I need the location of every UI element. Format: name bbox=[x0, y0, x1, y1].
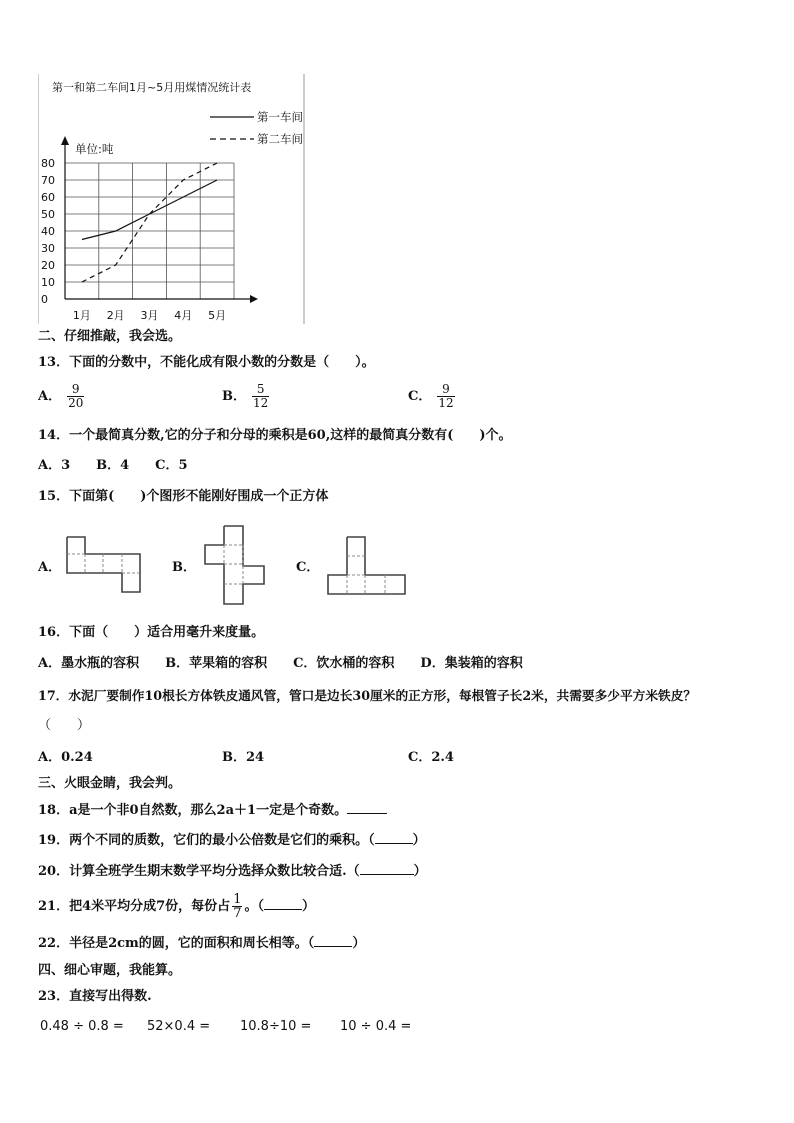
section-heading-choose: 二、仔细推敲，我会选。 bbox=[38, 329, 182, 344]
expression-4: 10 ÷ 0.4 = bbox=[340, 1019, 412, 1034]
answer-blank[interactable] bbox=[264, 909, 302, 910]
q21-text: 21．把4米平均分成7份，每份占 bbox=[38, 899, 231, 914]
q17-answer-paren: （ ） bbox=[38, 718, 91, 733]
q13-option-a bbox=[38, 383, 84, 410]
question-18 bbox=[38, 802, 387, 820]
q15-option-b-label: B． bbox=[172, 560, 196, 575]
close-paren: ） bbox=[413, 864, 427, 879]
y-tick-label: 80 bbox=[41, 157, 55, 170]
numerator: 1 bbox=[233, 892, 242, 907]
close-paren: ） bbox=[352, 936, 366, 951]
denominator: 7 bbox=[233, 906, 242, 921]
numerator: 9 bbox=[442, 382, 450, 396]
legend-label: 第一车间 bbox=[257, 110, 303, 124]
x-tick-label: 5月 bbox=[208, 309, 227, 322]
question-15: 15．下面第( )个图形不能刚好围成一个正方体 bbox=[38, 489, 329, 504]
answer-blank[interactable] bbox=[314, 946, 352, 947]
x-tick-label: 1月 bbox=[72, 309, 91, 322]
answer-blank[interactable] bbox=[347, 813, 387, 814]
question-21 bbox=[38, 890, 315, 924]
q17-option-b: B．24 bbox=[222, 750, 265, 765]
question-14: 14．一个最简真分数,它的分子和分母的乘积是60,这样的最简真分数有( )个。 bbox=[38, 428, 512, 443]
denominator: 12 bbox=[438, 396, 454, 410]
q20-text: 20．计算全班学生期末数学平均分选择众数比较合适.（ bbox=[38, 864, 360, 879]
section-heading-calculate: 四、细心审题，我能算。 bbox=[38, 963, 182, 978]
q15-option-a-label: A． bbox=[38, 560, 62, 575]
section-heading-judge: 三、火眼金睛，我会判。 bbox=[38, 776, 182, 791]
answer-blank[interactable] bbox=[360, 874, 414, 875]
chart-title: 第一和第二车间1月~5月用煤情况统计表 bbox=[52, 81, 252, 94]
coal-usage-chart bbox=[38, 74, 313, 328]
denominator: 12 bbox=[253, 396, 269, 410]
unit-label: 单位:吨 bbox=[75, 142, 114, 156]
y-tick-label: 40 bbox=[41, 225, 55, 238]
question-22 bbox=[38, 935, 365, 953]
expression-1: 0.48 ÷ 0.8 = bbox=[40, 1019, 124, 1034]
q17-option-c: C．2.4 bbox=[408, 750, 454, 765]
q13-option-c bbox=[408, 383, 455, 410]
q21-text-post: 。（ bbox=[244, 899, 264, 914]
close-paren: ） bbox=[412, 833, 426, 848]
cube-nets-figure bbox=[60, 520, 420, 610]
fraction bbox=[67, 383, 84, 410]
answer-blank[interactable] bbox=[375, 843, 413, 844]
option-label: C． bbox=[408, 389, 432, 404]
numerator: 9 bbox=[71, 382, 80, 396]
q16-options: A．墨水瓶的容积 B．苹果箱的容积 C．饮水桶的容积 D．集装箱的容积 bbox=[38, 656, 523, 671]
close-paren: ） bbox=[301, 899, 315, 914]
fraction bbox=[437, 383, 454, 410]
q18-text: 18．a是一个非0自然数，那么2a＋1一定是个奇数。 bbox=[38, 803, 348, 818]
x-tick-label: 3月 bbox=[140, 309, 159, 322]
q19-text: 19．两个不同的质数，它们的最小公倍数是它们的乘积。（ bbox=[38, 833, 375, 848]
series-line-1 bbox=[82, 180, 217, 240]
x-tick-label: 2月 bbox=[106, 309, 125, 322]
q14-options: A．3 B．4 C．5 bbox=[38, 458, 188, 473]
option-label: A． bbox=[38, 389, 62, 404]
numerator: 5 bbox=[256, 382, 265, 396]
question-20 bbox=[38, 863, 427, 881]
q17-option-a: A．0.24 bbox=[38, 750, 93, 765]
series-line-2 bbox=[82, 163, 217, 282]
y-tick-label: 20 bbox=[41, 259, 55, 272]
question-13: 13．下面的分数中，不能化成有限小数的分数是（ ）。 bbox=[38, 355, 375, 370]
line-chart bbox=[38, 74, 313, 324]
y-tick-label: 10 bbox=[41, 276, 55, 289]
option-label: B． bbox=[222, 389, 246, 404]
denominator: 20 bbox=[68, 396, 84, 410]
question-19 bbox=[38, 832, 426, 850]
question-16: 16．下面（ ）适合用毫升来度量。 bbox=[38, 625, 265, 640]
x-tick-label: 4月 bbox=[174, 309, 193, 322]
expression-2: 52×0.4 = bbox=[147, 1019, 211, 1034]
y-tick-label: 50 bbox=[41, 208, 55, 221]
fraction bbox=[232, 893, 242, 920]
fraction bbox=[252, 383, 269, 410]
q13-option-b bbox=[222, 383, 269, 410]
question-17: 17．水泥厂要制作10根长方体铁皮通风管，管口是边长30厘米的正方形，每根管子长2米，共需要多少平方米铁皮？ bbox=[38, 688, 697, 703]
question-23: 23．直接写出得数. bbox=[38, 989, 152, 1004]
q15-option-c-label: C． bbox=[296, 560, 320, 575]
x-axis-arrow bbox=[250, 295, 258, 303]
y-tick-label: 60 bbox=[41, 191, 55, 204]
y-tick-label: 0 bbox=[41, 293, 48, 306]
net-c bbox=[328, 537, 405, 594]
y-axis-arrow bbox=[61, 136, 69, 145]
net-b bbox=[205, 526, 264, 604]
y-tick-label: 30 bbox=[41, 242, 55, 255]
q22-text: 22．半径是2cm的圆，它的面积和周长相等。（ bbox=[38, 936, 315, 951]
y-tick-label: 70 bbox=[41, 174, 55, 187]
legend-label: 第二车间 bbox=[257, 132, 303, 146]
expression-3: 10.8÷10 = bbox=[240, 1019, 312, 1034]
